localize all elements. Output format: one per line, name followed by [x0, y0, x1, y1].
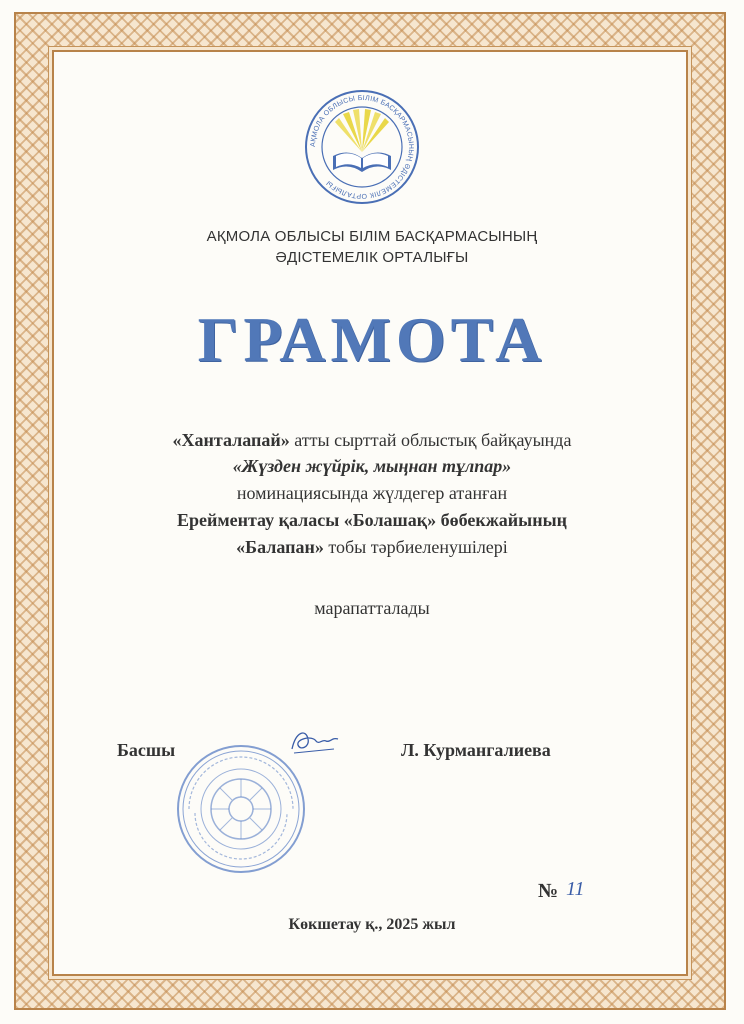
signatory-name: Л. Курмангалиева	[401, 740, 551, 760]
group-name: «Балапан»	[236, 537, 324, 557]
certificate-number: 11	[566, 878, 585, 900]
city-and-year: Көкшетау қ., 2025 жыл	[288, 916, 456, 933]
open-book-icon	[333, 152, 391, 172]
organization-name-line1: АҚМОЛА ОБЛЫСЫ БІЛІМ БАСҚАРМАСЫНЫҢ	[206, 228, 538, 245]
body-line-1	[0, 430, 744, 451]
sun-rays-icon	[335, 109, 389, 152]
recipients: тобы тәрбиеленушілері	[323, 537, 508, 557]
contest-description: атты сырттай облыстық байқауында	[289, 430, 572, 450]
recipient-institution: Ерейментау қаласы «Болашақ» бөбекжайының	[176, 510, 568, 530]
official-stamp-icon	[175, 743, 307, 875]
organization-name-line2: ӘДІСТЕМЕЛІК ОРТАЛЫҒЫ	[275, 249, 469, 266]
number-label: №	[538, 880, 559, 902]
body-line-3: номинациясында жүлдегер атанған	[236, 483, 508, 503]
signatory-title: Басшы	[117, 740, 176, 760]
nomination-name: «Жүзден жүйрік, мыңнан тұлпар»	[232, 456, 512, 476]
svg-text:АҚМОЛА ОБЛЫСЫ БІЛІМ БАСҚАРМАСЫ: АҚМОЛА ОБЛЫСЫ БІЛІМ БАСҚАРМАСЫНЫҢ ӘДІСТЕМЕЛІК ОРТАЛЫҒЫ	[309, 94, 415, 200]
body-line-5	[0, 537, 744, 558]
handwritten-signature	[286, 725, 346, 759]
award-text: марапатталады	[314, 598, 430, 618]
organization-logo-emblem	[303, 88, 421, 206]
certificate-title: ГРАМОТА	[197, 304, 547, 375]
contest-name: «Ханталапай»	[172, 430, 290, 450]
